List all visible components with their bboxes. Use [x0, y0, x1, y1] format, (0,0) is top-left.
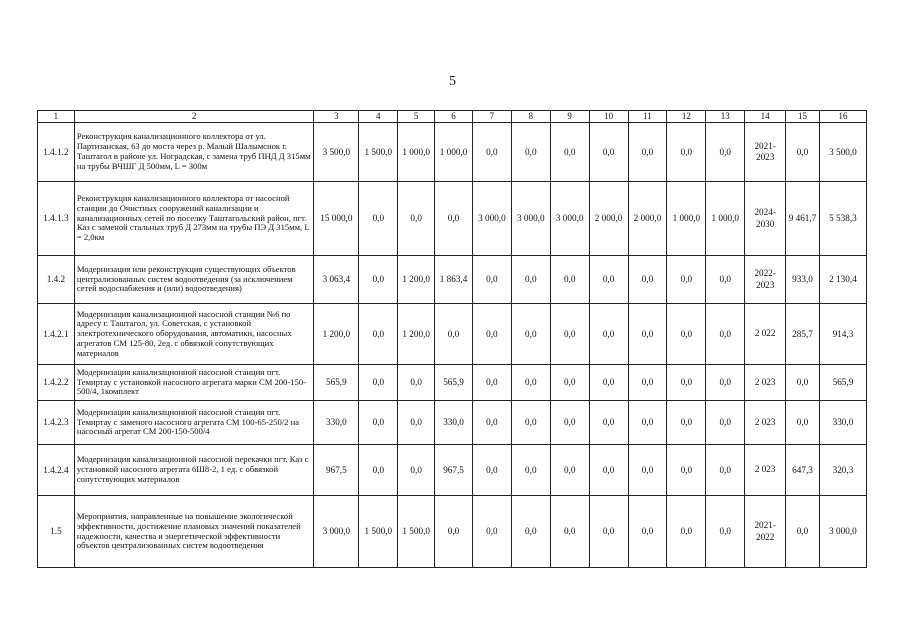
- row-value-col-5: 1 200,0: [398, 256, 435, 304]
- header-cell-7: 7: [472, 111, 511, 123]
- row-value-col-11: 0,0: [628, 256, 667, 304]
- row-value-col-12: 0,0: [667, 304, 706, 365]
- row-value-col-9: 0,0: [550, 445, 589, 496]
- row-value-col-7: 0,0: [472, 365, 511, 401]
- row-value-col-5: 1 500,0: [398, 496, 435, 568]
- row-value-col-4: 0,0: [359, 256, 398, 304]
- row-value-col-6: 0,0: [435, 182, 473, 256]
- row-value-col-15: 0,0: [786, 401, 820, 445]
- row-value-col-8: 3 000,0: [511, 182, 550, 256]
- table-row: [38, 182, 867, 256]
- page-number: 5: [449, 74, 456, 89]
- row-years: 2 022: [745, 304, 786, 365]
- header-cell-12: 12: [667, 111, 706, 123]
- row-years: 2 023: [745, 365, 786, 401]
- row-value-col-15: 933,0: [786, 256, 820, 304]
- row-years: 2024-2030: [745, 182, 786, 256]
- row-value-col-3: 330,0: [314, 401, 359, 445]
- table-row: [38, 401, 867, 445]
- table-row: [38, 123, 867, 182]
- row-value-col-11: 0,0: [628, 123, 667, 182]
- row-value-col-10: 0,0: [589, 304, 628, 365]
- row-value-col-5: 1 000,0: [398, 123, 435, 182]
- row-code: 1.4.1.2: [38, 123, 75, 182]
- table-row: [38, 256, 867, 304]
- header-cell-11: 11: [628, 111, 667, 123]
- row-value-col-15: 0,0: [786, 496, 820, 568]
- table-row: [38, 445, 867, 496]
- row-code: 1.5: [38, 496, 75, 568]
- row-code: 1.4.2.1: [38, 304, 75, 365]
- row-value-col-7: 0,0: [472, 256, 511, 304]
- header-cell-1: 1: [38, 111, 75, 123]
- row-value-col-9: 0,0: [550, 123, 589, 182]
- row-name: Модернизация или реконструкция существующих объектов централизованных систем водоотведения (за исключением сетей водоснабжения и (или) водоотведения): [74, 256, 313, 304]
- row-value-col-8: 0,0: [511, 445, 550, 496]
- row-value-col-15: 0,0: [786, 365, 820, 401]
- row-value-col-9: 3 000,0: [550, 182, 589, 256]
- row-years: 2 023: [745, 445, 786, 496]
- row-value-col-16: 2 130,4: [819, 256, 866, 304]
- row-value-col-13: 0,0: [706, 496, 745, 568]
- row-value-col-8: 0,0: [511, 256, 550, 304]
- row-value-col-9: 0,0: [550, 256, 589, 304]
- header-cell-8: 8: [511, 111, 550, 123]
- row-value-col-13: 0,0: [706, 445, 745, 496]
- row-value-col-4: 1 500,0: [359, 496, 398, 568]
- row-value-col-12: 0,0: [667, 445, 706, 496]
- table-row: [38, 365, 867, 401]
- row-value-col-11: 0,0: [628, 401, 667, 445]
- row-value-col-11: 0,0: [628, 304, 667, 365]
- row-value-col-9: 0,0: [550, 496, 589, 568]
- row-value-col-4: 0,0: [359, 182, 398, 256]
- row-value-col-5: 0,0: [398, 401, 435, 445]
- header-cell-10: 10: [589, 111, 628, 123]
- row-value-col-15: 0,0: [786, 123, 820, 182]
- row-value-col-13: 0,0: [706, 401, 745, 445]
- row-value-col-7: 0,0: [472, 445, 511, 496]
- header-cell-2: 2: [74, 111, 313, 123]
- row-code: 1.4.2.2: [38, 365, 75, 401]
- row-value-col-6: 565,9: [435, 365, 473, 401]
- row-value-col-3: 1 200,0: [314, 304, 359, 365]
- row-value-col-10: 0,0: [589, 123, 628, 182]
- row-value-col-12: 0,0: [667, 401, 706, 445]
- row-years: 2 023: [745, 401, 786, 445]
- header-cell-14: 14: [745, 111, 786, 123]
- row-value-col-15: 9 461,7: [786, 182, 820, 256]
- row-name: Реконструкция канализационного коллектора от ул. Партизанская, 63 до моста через р. Малый Шалымсиок г. Таштагол в районе ул. Ноградская, с замена труб ПНД Д 315мм на трубы ВЧШГ Д 500мм, L = 300м: [74, 123, 313, 182]
- row-name: Модернизация канализационной насосной перекачки пгт. Каз с установкой насосного агрегата 6Ш8-2, 1 ед. с обвязкой сопутствующих материалов: [74, 445, 313, 496]
- row-value-col-9: 0,0: [550, 304, 589, 365]
- row-value-col-12: 1 000,0: [667, 182, 706, 256]
- row-name: Модернизация канализационной насосной станции №6 по адресу г. Таштагол, ул. Советская, с установкой электротехнического оборудования, автоматики, насосных агрегатов СМ 125-80, 2ед. с обвязкой сопутствующих материалов: [74, 304, 313, 365]
- header-cell-4: 4: [359, 111, 398, 123]
- row-value-col-4: 0,0: [359, 401, 398, 445]
- row-value-col-4: 0,0: [359, 365, 398, 401]
- row-value-col-11: 0,0: [628, 496, 667, 568]
- header-cell-13: 13: [706, 111, 745, 123]
- row-value-col-16: 320,3: [819, 445, 866, 496]
- row-value-col-8: 0,0: [511, 401, 550, 445]
- row-value-col-3: 3 500,0: [314, 123, 359, 182]
- row-value-col-6: 1 000,0: [435, 123, 473, 182]
- header-cell-3: 3: [314, 111, 359, 123]
- row-years: 2022-2023: [745, 256, 786, 304]
- row-name: Мероприятия, направленные на повышение экологической эффективности, достижение плановых значений показателей надежности, качества и энергетической эффективности объектов централизованных систем водоотведения: [74, 496, 313, 568]
- row-value-col-15: 647,3: [786, 445, 820, 496]
- row-name: Модернизация канализационной насосной станции пгт. Темиртау с заменого насосного агрегата СМ 100-65-250/2 на насосный агрегат СМ 200-150-500/4: [74, 401, 313, 445]
- header-cell-5: 5: [398, 111, 435, 123]
- row-value-col-13: 1 000,0: [706, 182, 745, 256]
- row-value-col-8: 0,0: [511, 496, 550, 568]
- row-value-col-12: 0,0: [667, 496, 706, 568]
- row-value-col-10: 0,0: [589, 445, 628, 496]
- row-value-col-5: 0,0: [398, 365, 435, 401]
- row-value-col-5: 1 200,0: [398, 304, 435, 365]
- row-value-col-10: 0,0: [589, 496, 628, 568]
- row-value-col-11: 0,0: [628, 365, 667, 401]
- row-value-col-12: 0,0: [667, 123, 706, 182]
- row-value-col-3: 967,5: [314, 445, 359, 496]
- row-value-col-6: 330,0: [435, 401, 473, 445]
- row-value-col-5: 0,0: [398, 182, 435, 256]
- row-value-col-6: 967,5: [435, 445, 473, 496]
- row-value-col-7: 0,0: [472, 123, 511, 182]
- row-value-col-10: 2 000,0: [589, 182, 628, 256]
- row-value-col-7: 0,0: [472, 496, 511, 568]
- row-value-col-11: 2 000,0: [628, 182, 667, 256]
- row-code: 1.4.2.4: [38, 445, 75, 496]
- header-cell-6: 6: [435, 111, 473, 123]
- row-value-col-12: 0,0: [667, 365, 706, 401]
- row-value-col-13: 0,0: [706, 365, 745, 401]
- row-value-col-16: 914,3: [819, 304, 866, 365]
- row-value-col-12: 0,0: [667, 256, 706, 304]
- row-value-col-16: 3 000,0: [819, 496, 866, 568]
- row-value-col-16: 3 500,0: [819, 123, 866, 182]
- table-row: [38, 304, 867, 365]
- row-value-col-4: 0,0: [359, 304, 398, 365]
- row-value-col-13: 0,0: [706, 256, 745, 304]
- row-value-col-8: 0,0: [511, 304, 550, 365]
- row-code: 1.4.2: [38, 256, 75, 304]
- row-value-col-4: 0,0: [359, 445, 398, 496]
- header-row: [38, 111, 867, 123]
- header-cell-9: 9: [550, 111, 589, 123]
- row-value-col-13: 0,0: [706, 304, 745, 365]
- row-value-col-9: 0,0: [550, 401, 589, 445]
- row-value-col-7: 3 000,0: [472, 182, 511, 256]
- row-value-col-16: 330,0: [819, 401, 866, 445]
- header-cell-15: 15: [786, 111, 820, 123]
- row-value-col-16: 5 538,3: [819, 182, 866, 256]
- header-cell-16: 16: [819, 111, 866, 123]
- row-value-col-10: 0,0: [589, 401, 628, 445]
- row-value-col-7: 0,0: [472, 304, 511, 365]
- row-value-col-3: 3 063,4: [314, 256, 359, 304]
- row-value-col-16: 565,9: [819, 365, 866, 401]
- row-code: 1.4.1.3: [38, 182, 75, 256]
- row-value-col-3: 3 000,0: [314, 496, 359, 568]
- row-value-col-7: 0,0: [472, 401, 511, 445]
- row-value-col-3: 565,9: [314, 365, 359, 401]
- row-years: 2021-2023: [745, 123, 786, 182]
- row-value-col-9: 0,0: [550, 365, 589, 401]
- row-value-col-5: 0,0: [398, 445, 435, 496]
- row-name: Модернизация канализационной насосной станции пгт. Темиртау с установкой насосного агрегата марки СМ 200-150-500/4, 1комплект: [74, 365, 313, 401]
- row-value-col-6: 1 863,4: [435, 256, 473, 304]
- table-row: [38, 496, 867, 568]
- row-years: 2021-2022: [745, 496, 786, 568]
- row-value-col-6: 0,0: [435, 496, 473, 568]
- row-value-col-11: 0,0: [628, 445, 667, 496]
- row-value-col-10: 0,0: [589, 256, 628, 304]
- row-value-col-10: 0,0: [589, 365, 628, 401]
- row-value-col-6: 0,0: [435, 304, 473, 365]
- row-value-col-13: 0,0: [706, 123, 745, 182]
- row-value-col-15: 285,7: [786, 304, 820, 365]
- row-code: 1.4.2.3: [38, 401, 75, 445]
- row-value-col-8: 0,0: [511, 123, 550, 182]
- investment-table: [37, 110, 867, 568]
- row-name: Реконструкция канализационного коллектора от насосной станции до Очистных сооружений канализации и канализационных сетей по поселку Таштагольский район, пгт. Каз с заменой стальных труб Д 273мм на трубы ПЭ Д 315мм, L = 2,0км: [74, 182, 313, 256]
- row-value-col-8: 0,0: [511, 365, 550, 401]
- row-value-col-3: 15 000,0: [314, 182, 359, 256]
- row-value-col-4: 1 500,0: [359, 123, 398, 182]
